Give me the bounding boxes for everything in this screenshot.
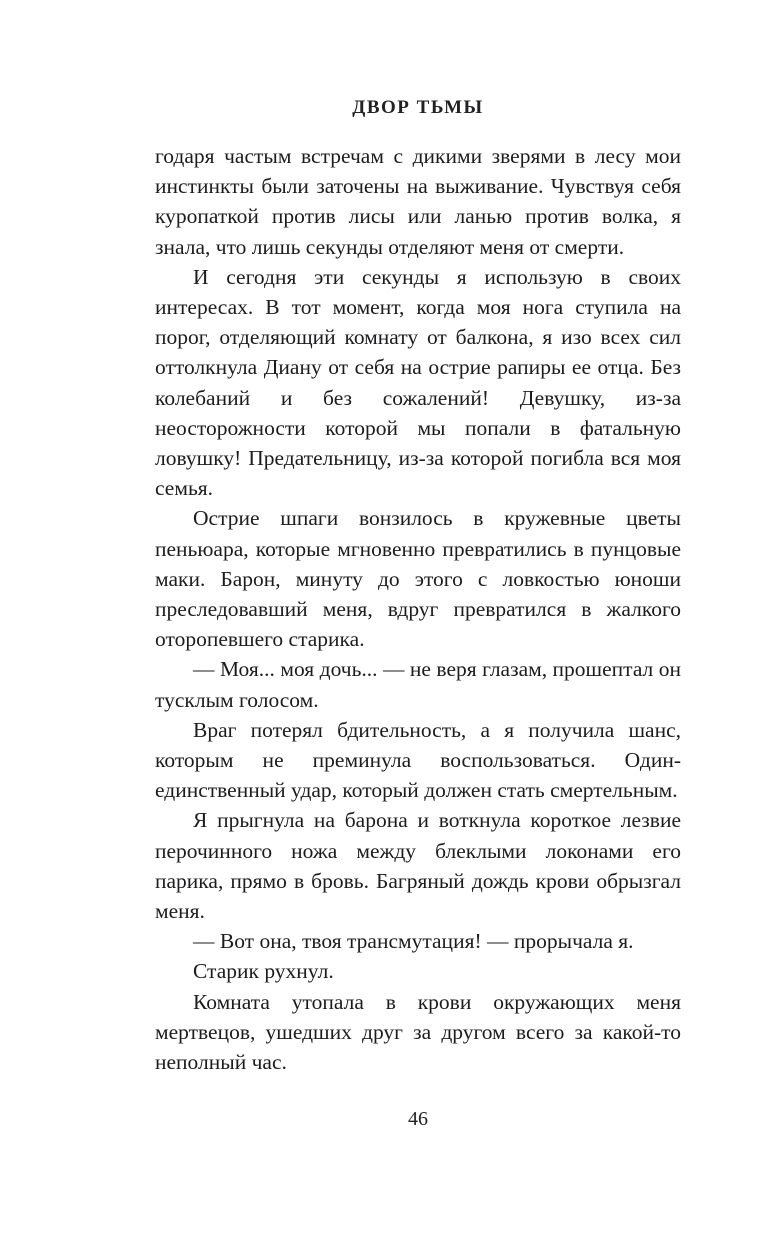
paragraph: Старик рухнул. <box>193 959 334 984</box>
paragraph: И сегодня эти секунды я использую в своих интересах. В тот момент, когда моя нога ступила на порог, отделяющий комнату от балкона, я изо всех сил оттолкнула Диану от себя на острие рапиры ее отца. Без колебаний и без сожалений! Девушку, из-за неосторожности которой мы попали в фатальную ловушку! Предательницу, из-за которой погибла вся моя семья. <box>155 264 681 501</box>
paragraph: Враг потерял бдительность, а я получила шанс, которым не преминула воспользоваться. Один-единственный удар, который должен стать смертельным. <box>155 717 681 803</box>
page-number: 46 <box>408 1108 428 1130</box>
paragraph: — Вот она, твоя трансмутация! — прорычала я. <box>193 929 634 954</box>
paragraph: — Моя... моя дочь... — не веря глазам, прошептал он тусклым голосом. <box>155 657 681 712</box>
paragraph: Я прыгнула на барона и воткнула короткое лезвие перочинного ножа между блеклыми локонами его парика, прямо в бровь. Багряный дождь крови обрызгал меня. <box>155 808 681 924</box>
body-text <box>155 141 681 1077</box>
running-head-title: ДВОР ТЬМЫ <box>352 97 484 118</box>
text-column <box>155 0 681 1240</box>
paragraph: годаря частым встречам с дикими зверями в лесу мои инстинкты были заточены на выживание. Чувствуя себя куропаткой против лисы или ланью против волка, я знала, что лишь секунды отделяют меня от смерти. <box>155 144 681 259</box>
paragraph: Комната утопала в крови окружающих меня мертвецов, ушедших друг за другом всего за какой-то неполный час. <box>155 989 681 1075</box>
paragraph: Острие шпаги вонзилось в кружевные цветы пеньюара, которые мгновенно превратились в пунцовые маки. Барон, минуту до этого с ловкостью юноши преследовавший меня, вдруг превратился в жалкого оторопевшего старика. <box>155 506 681 652</box>
